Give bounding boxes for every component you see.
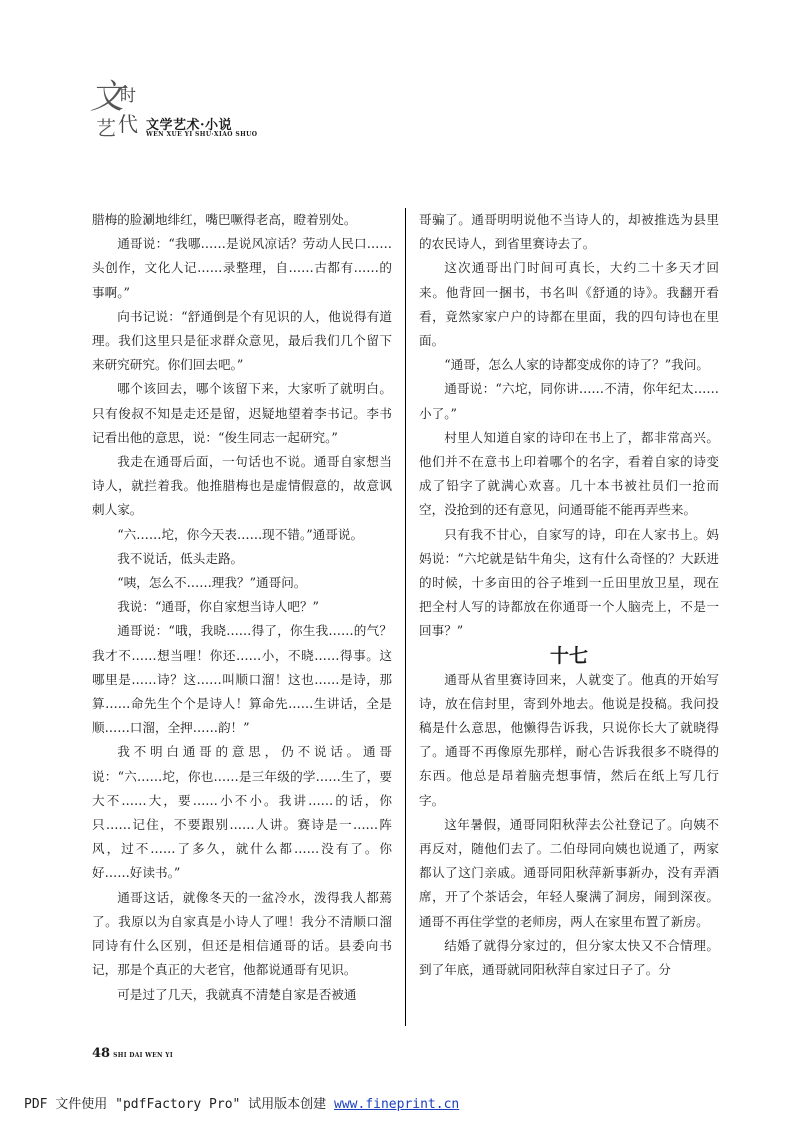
- paragraph: 我不明白通哥的意思，仍不说话。通哥说：“六……坨，你也……是三年级的学……生了，要大不……大，要……小不小。我讲……的话，你只……记住，不要跟别……人讲。赛诗是一……阵风，过不……了多久，就什么都……没有了。你好……好读书。”: [92, 744, 392, 881]
- logo-char-shi: 时: [120, 86, 137, 105]
- right-text-column: [419, 208, 719, 982]
- paragraph: 我走在通哥后面，一句话也不说。通哥自家想当诗人，就拦着我。他推腊梅也是虚情假意的，故意讽刺人家。: [92, 454, 392, 518]
- magazine-logo: [88, 77, 148, 144]
- chapter-heading: 十七: [549, 644, 588, 667]
- paragraph: 通哥说：“六坨，同你讲……不清，你年纪太……小了。”: [419, 381, 719, 421]
- paragraph: 我说：“通哥，你自家想当诗人吧？”: [117, 599, 319, 615]
- paragraph: “六……坨，你今天表……现不错。”通哥说。: [117, 526, 364, 542]
- paragraph: “通哥，怎么人家的诗都变成你的诗了？”我问。: [444, 357, 709, 373]
- magazine-name: SHI DAI WEN YI: [113, 1052, 173, 1059]
- paragraph: 我不说话，低头走路。: [117, 550, 244, 566]
- paragraph: 可是过了几天，我就真不清楚自家是否被通: [117, 986, 357, 1002]
- logo-char-dai: 代: [118, 112, 138, 136]
- section-subtitle: WEN XUE YI SHU·XIAO SHUO: [146, 131, 258, 138]
- paragraph: 结婚了就得分家过的，但分家太快又不合情理。到了年底，通哥就同阳秋萍自家过日子了。分: [419, 937, 719, 978]
- paragraph: 哪个该回去，哪个该留下来，大家听了就明白。只有俊叔不知是走还是留，迟疑地望着李书记。李书记看出他的意思，说：“俊生同志一起研究。”: [92, 381, 392, 445]
- paragraph: 只有我不甘心，自家写的诗，印在人家书上。妈妈说：“六坨就是钻牛角尖，这有什么奇怪的？大跃进的时候，十多亩田的谷子堆到一丘田里放卫星，现在把全村人写的诗都放在你通哥一个人脑壳上，不是一回事？”: [419, 526, 719, 639]
- paragraph: 这次通哥出门时间可真长，大约二十多天才回来。他背回一捆书，书名叫《舒通的诗》。我翻开看看，竟然家家户户的诗都在里面，我的四句诗也在里面。: [419, 260, 719, 349]
- paragraph: 哥骗了。通哥明明说他不当诗人的，却被推选为县里的农民诗人，到省里赛诗去了。: [419, 212, 719, 252]
- paragraph: 通哥从省里赛诗回来，人就变了。他真的开始写诗，放在信封里，寄到外地去。他说是投稿。我问投稿是什么意思，他懒得告诉我，只说你长大了就晓得了。通哥不再像原先那样，耐心告诉我很多不晓得的东西。他总是昂着脑壳想事情，然后在纸上写几行字。: [419, 671, 719, 808]
- paragraph: “咦，怎么不……理我？”通哥问。: [117, 575, 307, 591]
- page-footer: [92, 1046, 173, 1061]
- paragraph: 通哥说：“哦，我晓……得了，你生我……的气？我才不……想当哩！你还……小，不晓……得事。这哪里是……诗？这……叫顺口溜！这也……是诗，那算……命先生个个是诗人！算命先……生讲话，全是顺……口溜，全押……韵！”: [92, 623, 392, 736]
- paragraph: 向书记说：“舒通倒是个有见识的人，他说得有道理。我们这里只是征求群众意见，最后我们几个留下来研究研究。你们回去吧。”: [92, 308, 392, 373]
- paragraph: 通哥这话，就像冬天的一盆冷水，泼得我人都蔫了。我原以为自家真是小诗人了哩！我分不清顺口溜同诗有什么区别，但还是相信通哥的话。县委向书记，那是个真正的大老官，他都说通哥有见识。: [92, 889, 392, 978]
- pdf-creator-notice: [24, 1093, 459, 1112]
- column-divider: [405, 208, 406, 1026]
- logo-char-wen: 文: [90, 77, 124, 117]
- paragraph: 腊梅的脸涮地绯红，嘴巴噘得老高，瞪着别处。: [92, 212, 357, 227]
- logo-char-yi: 艺: [96, 116, 116, 140]
- left-text-column: [92, 208, 392, 1007]
- paragraph: 村里人知道自家的诗印在书上了，都非常高兴。他们并不在意书上印着哪个的名字，看着自家的诗变成了铅字了就满心欢喜。几十本书被社员们一抢而空，没抢到的还有意见，问通哥能不能再弄些来。: [419, 429, 719, 518]
- fineprint-link[interactable]: www.fineprint.cn: [334, 1097, 460, 1112]
- paragraph: 通哥说：“我哪……是说风凉话？劳动人民口……头创作，文化人记……录整理，自……古都有……的事啊。”: [92, 236, 392, 300]
- pdf-notice-text: PDF 文件使用 "pdfFactory Pro" 试用版本创建: [24, 1097, 335, 1112]
- page-number: 48: [92, 1046, 111, 1061]
- section-title: 文学艺术·小说: [146, 118, 233, 133]
- paragraph: 这年暑假，通哥同阳秋萍去公社登记了。向姨不再反对，随他们去了。二伯母同向姨也说通了，两家都认了这门亲戚。通哥同阳秋萍新事新办，没有弄酒席，开了个茶话会，年轻人聚满了洞房，闹到深夜。通哥不再住学堂的老师房，两人在家里布置了新房。: [419, 816, 719, 929]
